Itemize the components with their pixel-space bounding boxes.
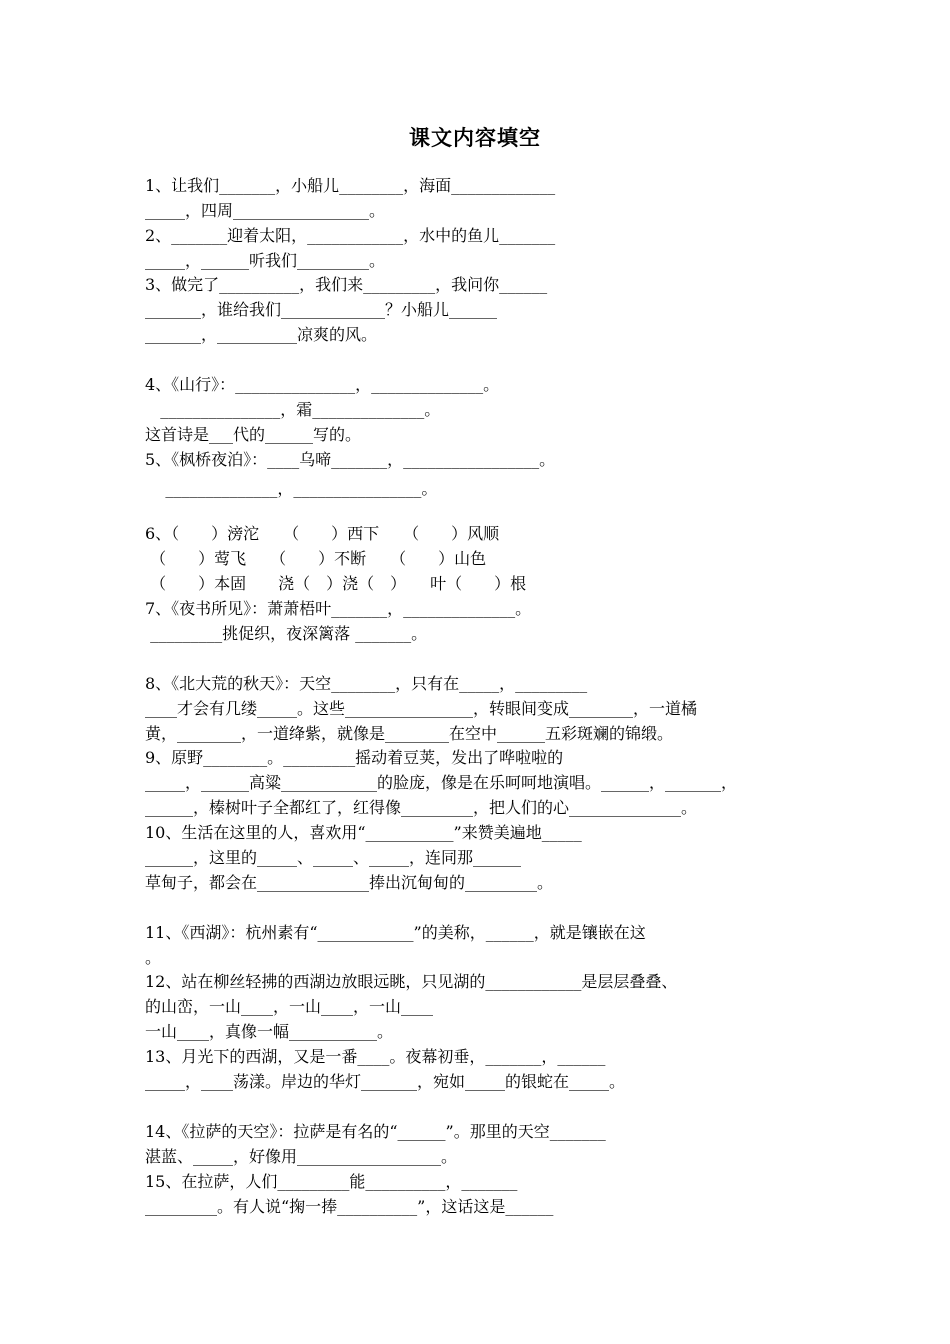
text-line: ______，这里的_____、_____、_____，连同那______ — [145, 848, 522, 867]
text-line: _____，____荡漾。岸边的华灯_______，宛如_____的银蛇在_____。 — [145, 1072, 626, 1091]
text-line: _____，______高粱____________的脸庞，像是在乐呵呵地演唱。______，_______， — [145, 773, 738, 792]
text-line: 6、（ ）滂沱 （ ）西下 （ ）风顺 — [145, 524, 500, 543]
text-line: ______，榛树叶子全都红了，红得像_________，把人们的心______________。 — [145, 798, 698, 817]
text-line: _______，谁给我们_____________？小船儿______ — [145, 300, 498, 319]
text-line: 。 — [145, 948, 162, 967]
page-title: 课文内容填空 — [409, 125, 541, 150]
text-line: 10、生活在这里的人，喜欢用“___________”来赞美遍地_____ — [145, 823, 582, 842]
text-line: 2、_______迎着太阳，____________，水中的鱼儿_______ — [145, 226, 556, 245]
text-line: （ ）莺飞 （ ）不断 （ ）山色 — [145, 549, 487, 568]
text-line: 7、《夜书所见》：萧萧梧叶_______，______________。 — [145, 599, 532, 618]
text-line: 一山____，真像一幅___________。 — [145, 1022, 394, 1041]
text-line: 1、让我们_______，小船儿________，海面_____________ — [145, 176, 556, 195]
text-line: （ ）本固 浇（ ）浇（ ） 叶（ ）根 — [145, 574, 527, 593]
text-line: 12、站在柳丝轻拂的西湖边放眼远眺，只见湖的____________是层层叠叠、 — [145, 972, 678, 991]
text-line: 黄，________，一道绛紫，就像是________在空中______五彩斑斓的锦缎。 — [145, 724, 674, 743]
text-line: _______________，霜______________。 — [145, 400, 441, 419]
text-line: 草甸子，都会在______________捧出沉甸甸的_________。 — [145, 873, 554, 892]
text-line: _____，______听我们_________。 — [145, 251, 386, 270]
text-line: 的山峦，一山____，一山____，一山____ — [145, 997, 434, 1016]
text-line: 8、《北大荒的秋天》：天空________，只有在_____，_________ — [145, 674, 588, 693]
text-line: 15、在拉萨，人们_________能__________，_______ — [145, 1172, 518, 1191]
text-line: _______，__________凉爽的风。 — [145, 325, 378, 344]
text-line: 9、原野________。_________摇动着豆荚，发出了哗啦啦的 — [145, 748, 564, 767]
text-line: 4、《山行》：_______________，______________。 — [145, 375, 500, 394]
text-line: 3、做完了__________，我们来_________，我问你______ — [145, 275, 548, 294]
text-line: _________挑促织，夜深篱落 _______。 — [145, 624, 428, 643]
text-line: ____才会有几缕_____。这些________________，转眼间变成________，一道橘 — [145, 699, 698, 718]
text-line: _____，四周_________________。 — [145, 201, 386, 220]
text-line: 14、《拉萨的天空》：拉萨是有名的“______”。那里的天空_______ — [145, 1122, 606, 1141]
text-line: 5、《枫桥夜泊》：____乌啼_______，_________________。 — [145, 450, 556, 469]
text-line: 13、月光下的西湖，又是一番____。夜幕初垂，_______，______ — [145, 1047, 606, 1066]
text-line: 11、《西湖》：杭州素有“____________”的美称，______，就是镶嵌在这 — [145, 923, 646, 942]
text-line: _________。有人说“掬一捧__________”，这话这是______ — [145, 1197, 554, 1216]
text-line: 这首诗是___代的______写的。 — [145, 425, 362, 444]
text-line: ______________，________________。 — [145, 479, 438, 498]
text-line: 湛蓝、_____，好像用__________________。 — [145, 1147, 458, 1166]
